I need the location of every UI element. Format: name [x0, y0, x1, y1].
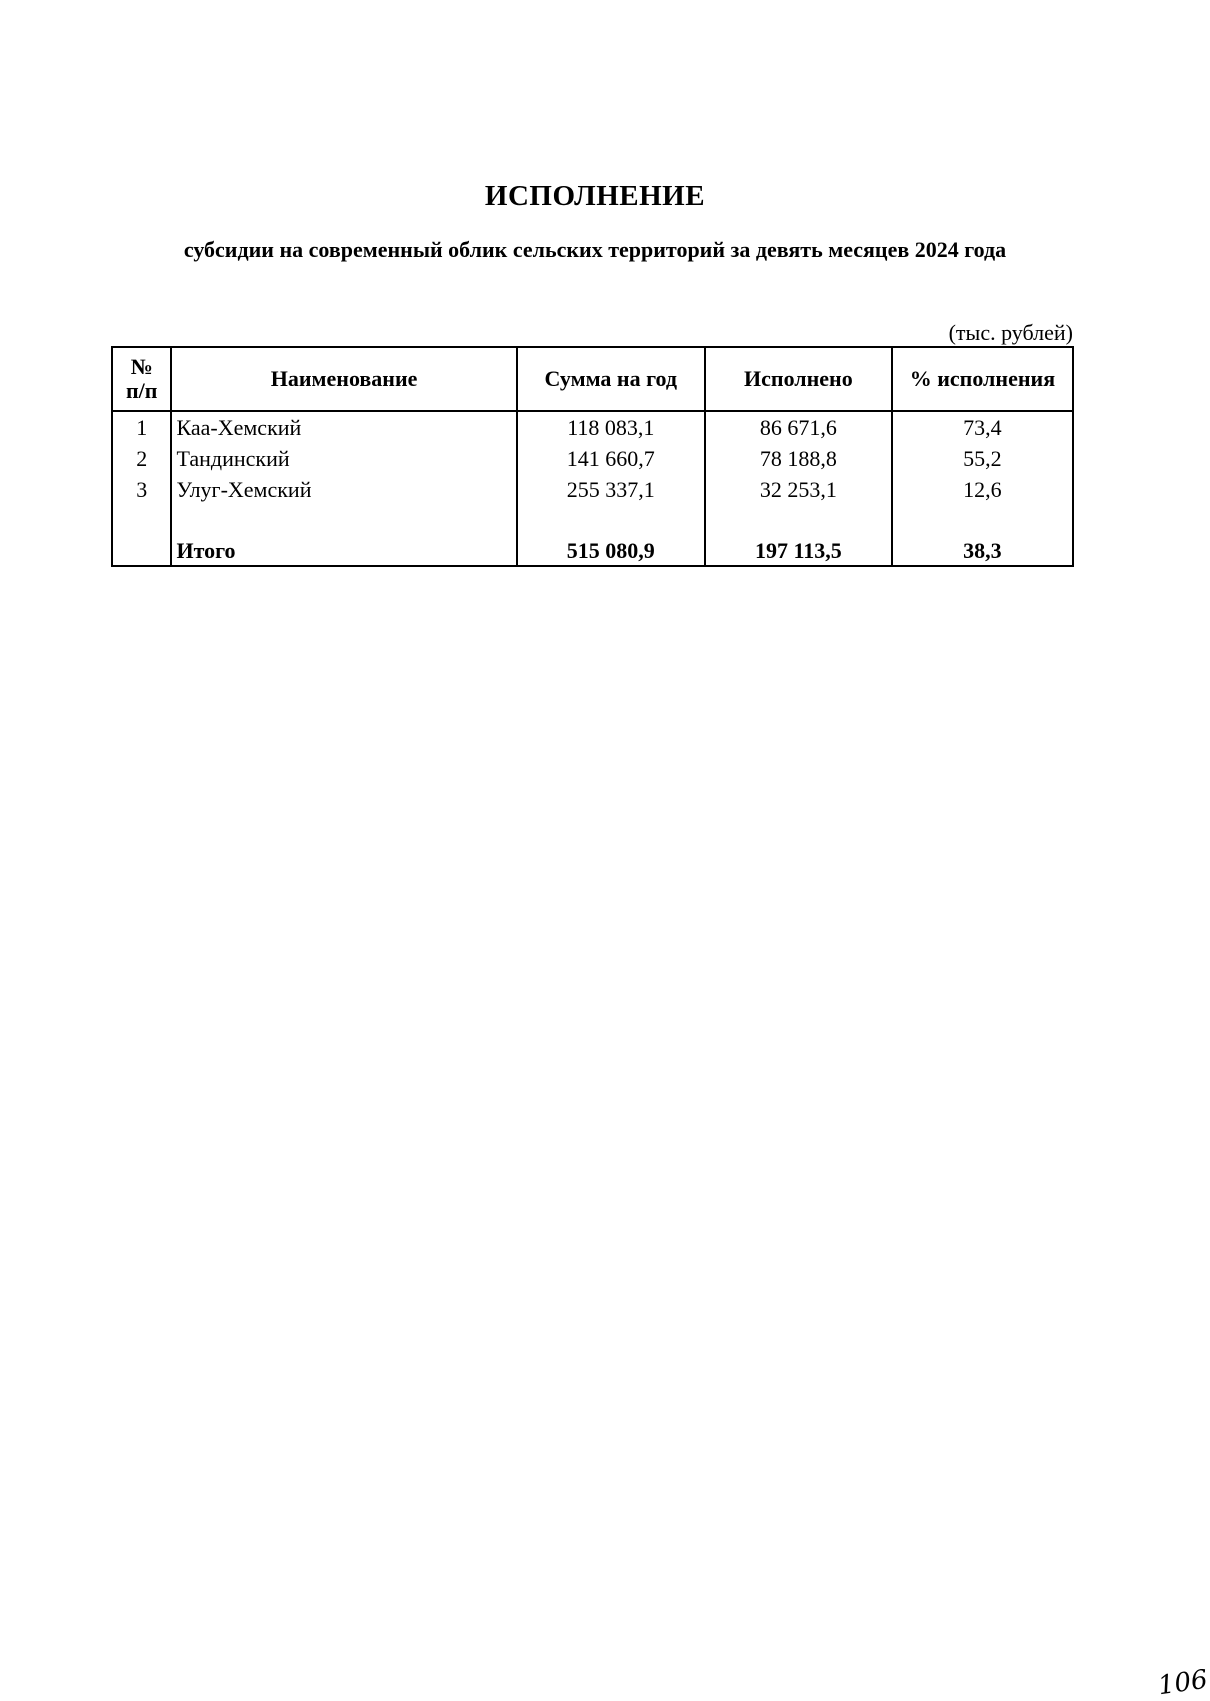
row-num: 3 — [112, 474, 171, 505]
row-done: 86 671,6 — [705, 411, 892, 443]
header-row — [112, 347, 1073, 411]
row-pct: 12,6 — [892, 474, 1073, 505]
document-subtitle: субсидии на современный облик сельских территорий за девять месяцев 2024 года — [183, 237, 1007, 262]
header-name: Наименование — [171, 347, 516, 411]
row-sum: 255 337,1 — [517, 474, 705, 505]
total-pct: 38,3 — [892, 533, 1073, 566]
table-row — [112, 411, 1073, 443]
table-body — [112, 411, 1073, 566]
spacer-row — [112, 505, 1073, 533]
row-pct: 73,4 — [892, 411, 1073, 443]
row-name: Улуг-Хемский — [171, 474, 516, 505]
header-pct: % исполнения — [892, 347, 1073, 411]
row-sum: 118 083,1 — [517, 411, 705, 443]
total-sum: 515 080,9 — [517, 533, 705, 566]
total-label: Итого — [171, 533, 516, 566]
units-label: (тыс. рублей) — [948, 320, 1073, 345]
execution-table — [111, 346, 1074, 567]
row-num: 1 — [112, 411, 171, 443]
table-row — [112, 443, 1073, 474]
row-name: Каа-Хемский — [171, 411, 516, 443]
row-done: 78 188,8 — [705, 443, 892, 474]
total-done: 197 113,5 — [705, 533, 892, 566]
document-title: ИСПОЛНЕНИЕ — [484, 180, 706, 212]
page-number: 106 — [1156, 1664, 1210, 1701]
table-row — [112, 474, 1073, 505]
row-name: Тандинский — [171, 443, 516, 474]
header-sum: Сумма на год — [517, 347, 705, 411]
row-num: 2 — [112, 443, 171, 474]
row-pct: 55,2 — [892, 443, 1073, 474]
header-done: Исполнено — [705, 347, 892, 411]
row-sum: 141 660,7 — [517, 443, 705, 474]
header-num: № п/п — [112, 347, 171, 411]
total-num — [112, 533, 171, 566]
table-header — [112, 347, 1073, 411]
row-done: 32 253,1 — [705, 474, 892, 505]
total-row — [112, 533, 1073, 566]
